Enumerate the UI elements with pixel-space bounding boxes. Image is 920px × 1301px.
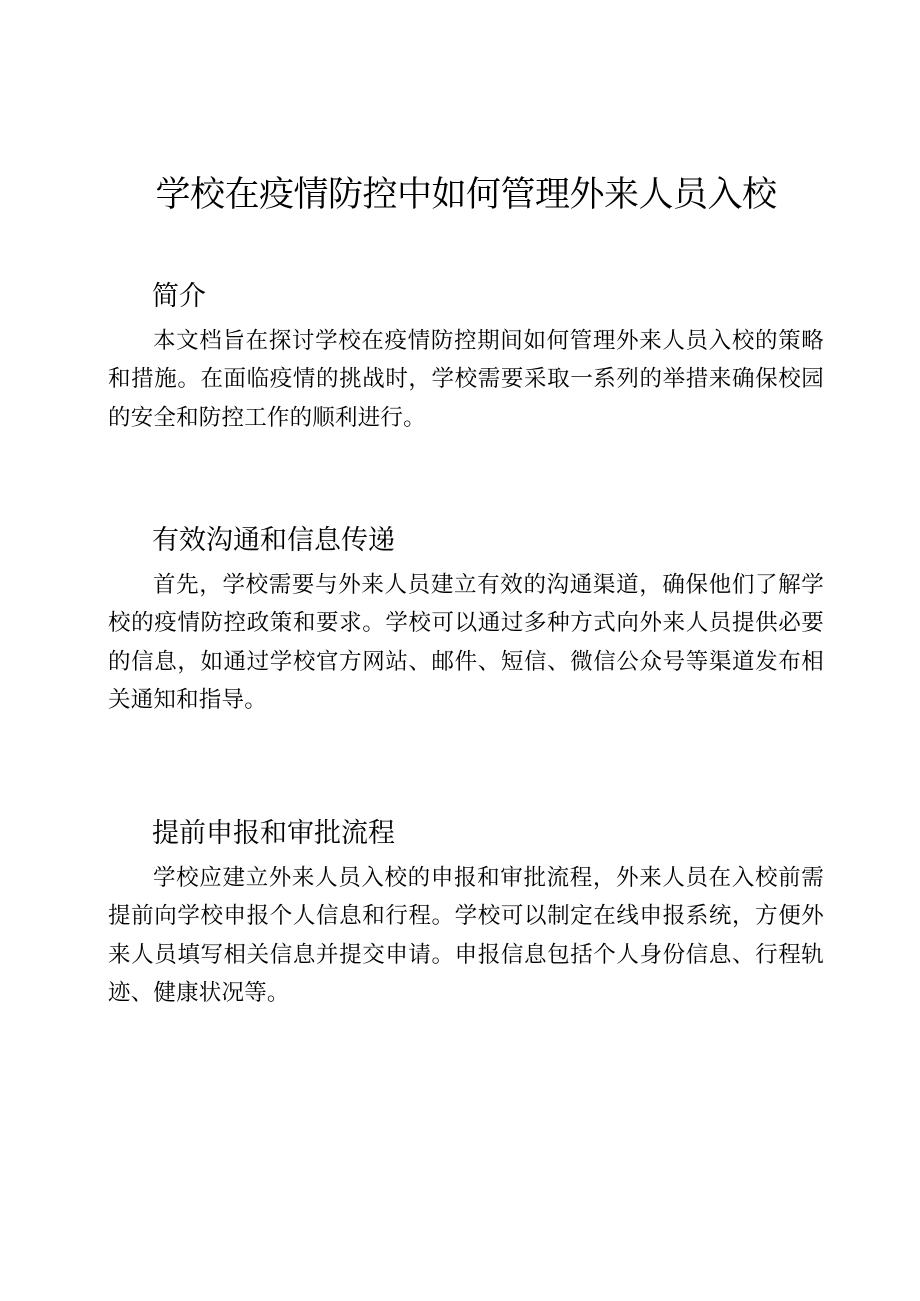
document-title: 学校在疫情防控中如何管理外来人员入校 [155, 175, 777, 215]
section-paragraph: 首先，学校需要与外来人员建立有效的沟通渠道，确保他们了解学校的疫情防控政策和要求。学校可以通过多种方式向外来人员提供必要的信息，如通过学校官方网站、邮件、短信、微信公众号等渠道发布相关通知和指导。 [108, 572, 824, 713]
section-heading: 有效沟通和信息传递 [152, 525, 395, 556]
section-paragraph: 学校应建立外来人员入校的申报和审批流程，外来人员在入校前需提前向学校申报个人信息和行程。学校可以制定在线申报系统，方便外来人员填写相关信息并提交申请。申报信息包括个人身份信息、行程轨迹、健康状况等。 [108, 865, 824, 1006]
section-introduction [108, 278, 824, 437]
section-heading: 简介 [152, 281, 206, 312]
section-paragraph: 本文档旨在探讨学校在疫情防控期间如何管理外来人员入校的策略和措施。在面临疫情的挑战时，学校需要采取一系列的举措来确保校园的安全和防控工作的顺利进行。 [108, 328, 824, 431]
section-approval-process [108, 815, 824, 1012]
section-heading: 提前申报和审批流程 [152, 818, 395, 849]
section-communication [108, 522, 824, 719]
